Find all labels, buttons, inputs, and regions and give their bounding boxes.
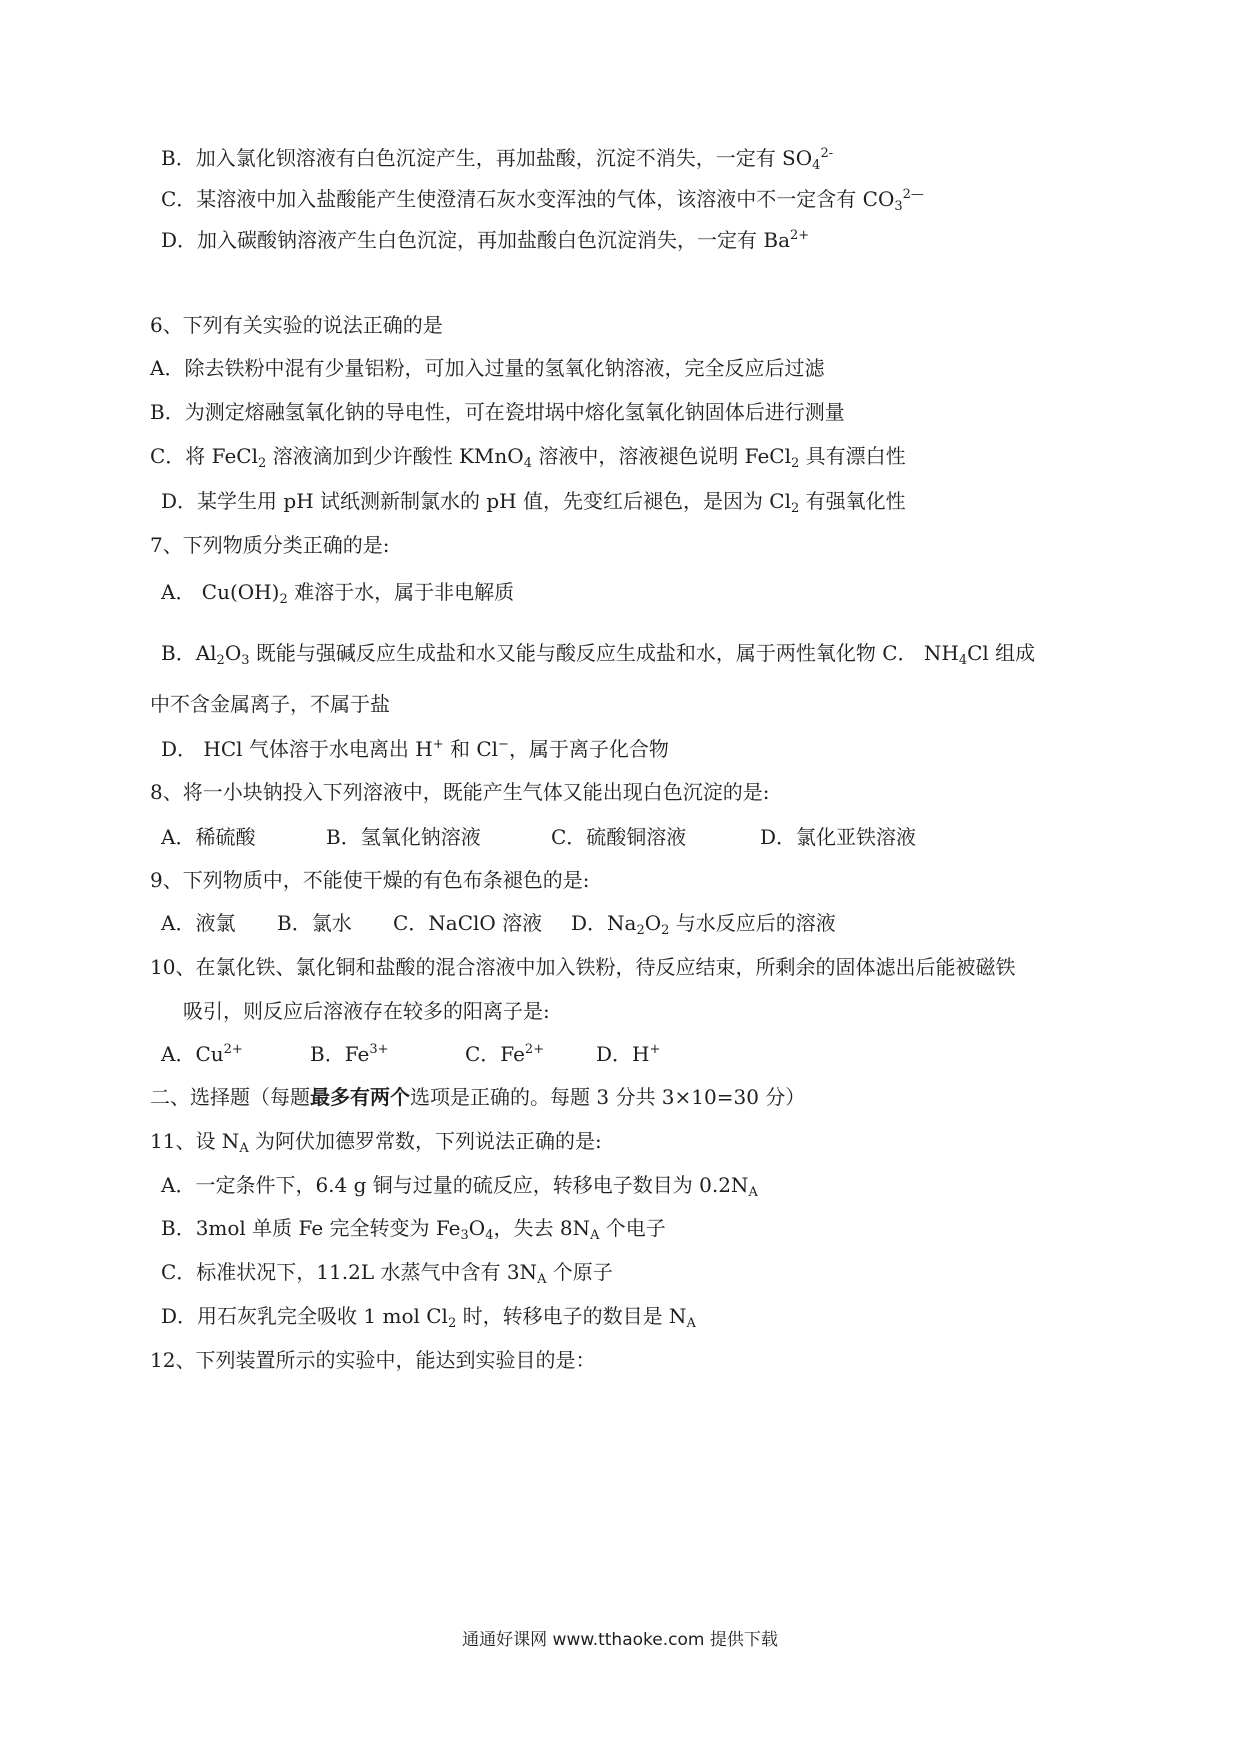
q10-option-c: C．$Fe^{2+}$ [465,1042,545,1066]
q9-option-b: B．氯水 [277,911,352,935]
q7-option-c-continuation: 中不含金属离子，不属于盐 [150,692,390,716]
q6-option-c: C．将 FeCl$_2$ 溶液滴加到少许酸性 KMnO$_4$ 溶液中，溶液褪色说明 FeCl$_2$ 具有漂白性 [150,444,906,471]
q10-stem-line2: 吸引，则反应后溶液存在较多的阳离子是: [183,999,550,1023]
q10-option-a: A．$Cu^{2+}$ [161,1042,243,1066]
q8-stem: 8、将一小块钠投入下列溶液中，既能产生气体又能出现白色沉淀的是: [150,780,770,804]
q9-stem: 9、下列物质中，不能使干燥的有色布条褪色的是: [150,868,590,892]
page-footer: 通通好课网 www.tthaoke.com 提供下载 [462,1630,778,1650]
q6-option-b: B．为测定熔融氢氧化钠的导电性，可在瓷坩埚中熔化氢氧化钠固体后进行测量 [150,400,845,424]
q7-stem: 7、下列物质分类正确的是: [150,533,390,557]
q5-option-c: C．某溶液中加入盐酸能产生使澄清石灰水变浑浊的气体，该溶液中不一定含有 $CO_3^{2—}$ [161,187,924,214]
q10-stem-line1: 10、在氯化铁、氯化铜和盐酸的混合溶液中加入铁粉，待反应结束，所剩余的固体滤出后能被磁铁 [150,955,1016,979]
q10-option-d: D．H+ [596,1042,661,1066]
q5-option-b: B．加入氯化钡溶液有白色沉淀产生，再加盐酸，沉淀不消失，一定有 $SO_4^{2-}$ [161,146,834,173]
q6-stem: 6、下列有关实验的说法正确的是 [150,313,443,337]
q8-option-b: B．氢氧化钠溶液 [326,825,481,849]
q8-option-d: D．氯化亚铁溶液 [760,825,917,849]
q10-option-b: B．$Fe^{3+}$ [310,1042,389,1066]
q7-option-bc: B．$Al_2O_3$ 既能与强碱反应生成盐和水又能与酸反应生成盐和水，属于两性氧化物 C． $NH_4Cl$ 组成 [161,641,1036,668]
q9-option-d: D．$Na_2O_2$ 与水反应后的溶液 [571,911,836,938]
q5-option-d: D．加入碳酸钠溶液产生白色沉淀，再加盐酸白色沉淀消失，一定有 $Ba^{2+}$ [161,228,810,252]
q11-option-b: B．3mol 单质 Fe 完全转变为 $Fe_3O_4$，失去 $8N_A$ 个电子 [161,1216,666,1243]
q6-option-d: D．某学生用 pH 试纸测新制氯水的 pH 值，先变红后褪色，是因为 $Cl_2$ 有强氧化性 [161,489,906,516]
q11-option-a: A．一定条件下，6.4 g 铜与过量的硫反应，转移电子数目为 $0.2N_A$ [161,1173,758,1200]
section-two-heading: 二、选择题（每题最多有两个选项是正确的。每题 3 分共 3×10=30 分） [150,1085,806,1109]
q11-stem: 11、设 $N_A$ 为阿伏加德罗常数，下列说法正确的是: [150,1129,602,1156]
q11-option-c: C．标准状况下，11.2L 水蒸气中含有 $3N_A$ 个原子 [161,1260,613,1287]
q7-option-d: D． HCl 气体溶于水电离出 H+ 和 Cl−，属于离子化合物 [161,737,669,761]
q7-option-a: A． $Cu(OH)_2$ 难溶于水，属于非电解质 [161,580,515,607]
q8-option-a: A．稀硫酸 [161,825,256,849]
q9-option-a: A．液氯 [161,911,236,935]
q12-stem: 12、下列装置所示的实验中，能达到实验目的是： [150,1348,596,1372]
q8-option-c: C．硫酸铜溶液 [551,825,687,849]
q11-option-d: D．用石灰乳完全吸收 1 mol $Cl_2$ 时，转移电子的数目是 $N_A$ [161,1304,696,1331]
q6-option-a: A．除去铁粉中混有少量铝粉，可加入过量的氢氧化钠溶液，完全反应后过滤 [150,356,825,380]
q9-option-c: C．NaClO 溶液 [393,911,543,935]
